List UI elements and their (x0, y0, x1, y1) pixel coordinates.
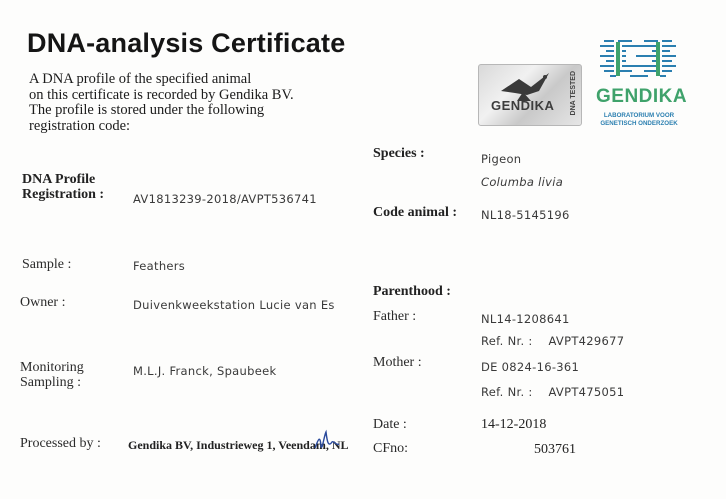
registration-value: AV1813239-2018/AVPT536741 (133, 192, 317, 206)
mother-ref-label: Ref. Nr. : (481, 385, 533, 399)
intro-line: registration code: (29, 117, 131, 134)
monitoring-value: M.L.J. Franck, Spaubeek (133, 364, 277, 378)
owner-value: Duivenkweekstation Lucie van Es (133, 298, 335, 312)
signature-mark-icon (312, 428, 342, 456)
father-ref-label: Ref. Nr. : (481, 334, 533, 348)
page-title: DNA-analysis Certificate (27, 28, 346, 58)
owner-label: Owner : (20, 295, 66, 310)
species-latin: Columba livia (481, 175, 564, 189)
processed-label: Processed by : (20, 436, 101, 451)
intro-line: A DNA profile of the specified animal (29, 71, 252, 87)
hologram-side-text: DNA TESTED (570, 71, 577, 116)
sample-label: Sample : (22, 257, 72, 272)
code-animal-value: NL18-5145196 (481, 208, 570, 222)
father-value: NL14-1208641 (481, 312, 570, 326)
gendika-logo-subtitle (597, 112, 681, 127)
monitoring-label (20, 360, 84, 390)
pigeon-icon (479, 65, 581, 125)
code-animal-label: Code animal : (373, 205, 457, 220)
father-ref-value: AVPT429677 (548, 334, 625, 348)
gendika-logo-text: GENDIKA (596, 86, 688, 107)
sample-value: Feathers (133, 259, 186, 273)
father-ref (481, 334, 624, 348)
monitoring-label-line: Monitoring (20, 360, 84, 375)
logo-subtitle-line: LABORATORIUM VOOR (603, 112, 675, 119)
intro-line: on this certificate is recorded by Gendika BV. (29, 86, 294, 103)
parenthood-label: Parenthood : (373, 284, 451, 299)
registration-label-line: Registration : (22, 187, 105, 202)
mother-ref (481, 385, 624, 399)
monitoring-label-line: Sampling : (20, 375, 82, 390)
dna-tested-hologram (478, 64, 582, 126)
hologram-brand: GENDIKA (491, 98, 555, 113)
father-label: Father : (373, 309, 417, 324)
cfno-label: CFno: (373, 441, 409, 456)
mother-value: DE 0824-16-361 (481, 360, 580, 374)
date-value: 14-12-2018 (481, 417, 547, 432)
mother-label: Mother : (373, 355, 422, 370)
species-value: Pigeon (481, 152, 522, 166)
registration-label (22, 172, 104, 202)
intro-line: The profile is stored under the following (29, 102, 265, 118)
logo-subtitle-line: GENETISCH ONDERZOEK (600, 119, 678, 127)
date-label: Date : (373, 417, 407, 432)
registration-label-line: DNA Profile (22, 172, 96, 187)
cfno-value: 503761 (534, 442, 576, 457)
intro-text (29, 72, 294, 134)
processed-value-text: Gendika BV, Industrieweg 1, Veendam, NL (128, 438, 349, 452)
gendika-dna-logo-icon (600, 38, 678, 84)
species-label: Species : (373, 146, 425, 161)
mother-ref-value: AVPT475051 (548, 385, 625, 399)
